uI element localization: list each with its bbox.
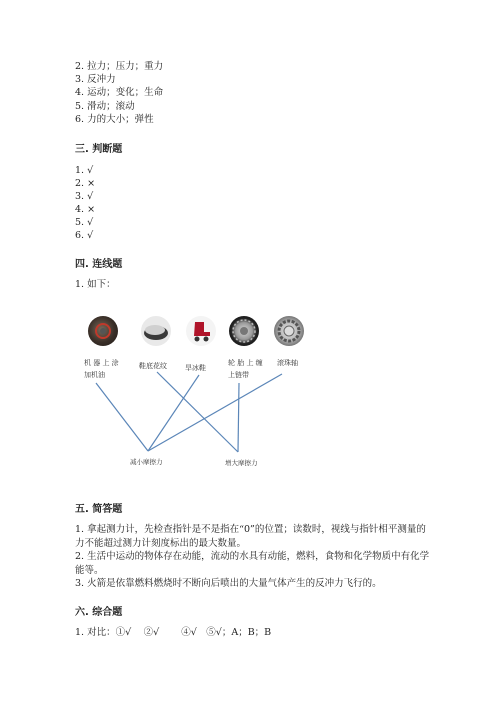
judge-item: 6. √ (75, 230, 94, 241)
caption-machine-oil-1: 机 器 上 涂 (84, 359, 119, 367)
answer-line: 5. 滑动；滚动 (75, 101, 135, 112)
connector-line (148, 375, 199, 451)
answer-line: 2. 拉力；压力；重力 (75, 61, 164, 72)
answer-line: 3. 反冲力 (75, 74, 116, 85)
connector-line (238, 383, 239, 452)
connector-line (157, 372, 238, 452)
caption-tire-chain-2: 上链带 (228, 371, 249, 379)
judge-item: 2. × (75, 178, 96, 189)
label-increase-friction: 增大摩擦力 (225, 459, 258, 467)
answer-paragraph-2: 2. 生活中运动的物体存在动能，流动的水具有动能，燃料，食物和化学物质中有化学能等。 (75, 551, 430, 576)
matching-intro: 1. 如下： (75, 279, 116, 290)
caption-shoe-sole: 鞋底花纹 (139, 362, 167, 370)
label-reduce-friction: 减小摩擦力 (130, 458, 163, 466)
answer-line: 6. 力的大小；弹性 (75, 114, 154, 125)
connector-line (148, 374, 282, 451)
comparison-answer: 1. 对比：①√ ②√ ④√ ⑤√；A；B；B (75, 627, 272, 638)
connector-line (96, 383, 148, 451)
caption-tire-chain-1: 轮 胎 上 缠 (228, 359, 263, 367)
section-5-heading: 五. 简答题 (75, 504, 123, 515)
caption-roller-skate: 旱冰鞋 (185, 364, 206, 372)
answer-paragraph-1: 1. 拿起测力计，先检查指针是不是指在“0”的位置；读数时，视线与指针相平测量的力不能超过测力计刻度标出的最大数量。 (75, 524, 426, 549)
judge-item: 1. √ (75, 165, 94, 176)
section-6-heading: 六. 综合题 (75, 607, 123, 618)
section-4-heading: 四. 连线题 (75, 259, 123, 270)
answer-line: 4. 运动；变化；生命 (75, 87, 164, 98)
judge-item: 4. × (75, 204, 96, 215)
section-3-heading: 三. 判断题 (75, 144, 123, 155)
judge-item: 3. √ (75, 191, 94, 202)
judge-item: 5. √ (75, 217, 94, 228)
answer-paragraph-3: 3. 火箭是依靠燃料燃烧时不断向后喷出的大量气体产生的反冲力飞行的。 (75, 578, 382, 589)
caption-machine-oil-2: 加机油 (84, 371, 105, 379)
caption-ball-bearing: 滚珠轴 (277, 359, 298, 367)
